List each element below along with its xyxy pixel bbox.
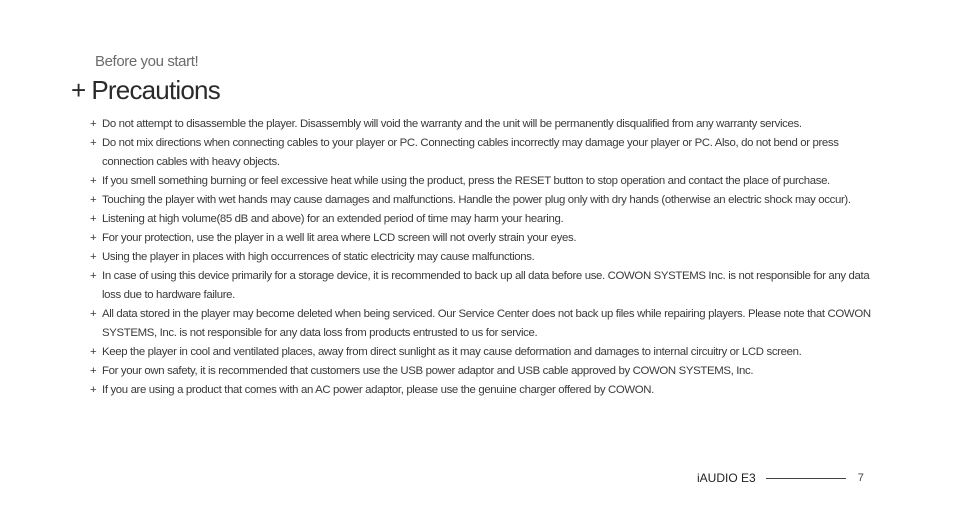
list-item: [90, 248, 872, 267]
bullet-plus: +: [90, 232, 97, 244]
list-item: [90, 229, 872, 248]
list-item-text: In case of using this device primarily for a storage device, it is recommended to back up all data before use. COWON SYSTEMS Inc. is not responsible for any data loss due to hardware failure.: [102, 270, 870, 301]
list-item: [90, 172, 872, 191]
list-item: [90, 134, 872, 172]
page-number: 7: [857, 472, 864, 484]
list-item: [90, 343, 872, 362]
list-item-text: Listening at high volume(85 dB and above) for an extended period of time may harm your hearing.: [102, 213, 564, 225]
list-item: [90, 305, 872, 343]
list-item: [90, 191, 872, 210]
bullet-plus: +: [90, 384, 97, 396]
list-item-text: For your own safety, it is recommended that customers use the USB power adaptor and USB cable approved by COWON SYSTEMS, Inc.: [102, 365, 754, 377]
bullet-plus: +: [90, 213, 97, 225]
section-label: Before you start!: [95, 53, 199, 70]
page-footer: [697, 469, 864, 487]
product-name: iAUDIO E3: [697, 471, 756, 485]
list-item-text: If you are using a product that comes with an AC power adaptor, please use the genuine charger offered by COWON.: [102, 384, 654, 396]
page-title: [71, 73, 220, 107]
footer-divider: [766, 478, 846, 479]
bullet-plus: +: [90, 137, 97, 149]
list-item-text: Using the player in places with high occurrences of static electricity may cause malfunctions.: [102, 251, 535, 263]
bullet-plus: +: [90, 270, 97, 282]
list-item: [90, 362, 872, 381]
list-item-text: Do not mix directions when connecting cables to your player or PC. Connecting cables incorrectly may damage your player or PC. Also, do not bend or press connection cables with heavy objects.: [102, 137, 839, 168]
bullet-plus: +: [90, 308, 97, 320]
list-item-text: All data stored in the player may become deleted when being serviced. Our Service Center does not back up files while repairing players. Please note that COWON SYSTEMS, Inc. is not responsible for any data loss from products entrusted to us for service.: [102, 308, 871, 339]
list-item-text: For your protection, use the player in a well lit area where LCD screen will not overly strain your eyes.: [102, 232, 577, 244]
bullet-plus: +: [90, 175, 97, 187]
list-item: [90, 381, 872, 400]
list-item-text: Touching the player with wet hands may cause damages and malfunctions. Handle the power plug only with dry hands (otherwise an electric shock may occur).: [102, 194, 851, 206]
list-item: [90, 210, 872, 229]
bullet-plus: +: [90, 365, 97, 377]
precautions-list: [90, 115, 872, 400]
page-title-text: Precautions: [91, 75, 220, 105]
list-item: [90, 267, 872, 305]
bullet-plus: +: [90, 118, 97, 130]
list-item-text: Keep the player in cool and ventilated places, away from direct sunlight as it may cause deformation and damages to internal circuitry or LCD screen.: [102, 346, 802, 358]
list-item: [90, 115, 872, 134]
bullet-plus: +: [90, 194, 97, 206]
list-item-text: If you smell something burning or feel excessive heat while using the product, press the RESET button to stop operation and contact the place of purchase.: [102, 175, 830, 187]
list-item-text: Do not attempt to disassemble the player. Disassembly will void the warranty and the unit will be permanently disqualified from any warranty services.: [102, 118, 802, 130]
bullet-plus: +: [90, 346, 97, 358]
bullet-plus: +: [90, 251, 97, 263]
title-plus-symbol: +: [71, 75, 86, 105]
